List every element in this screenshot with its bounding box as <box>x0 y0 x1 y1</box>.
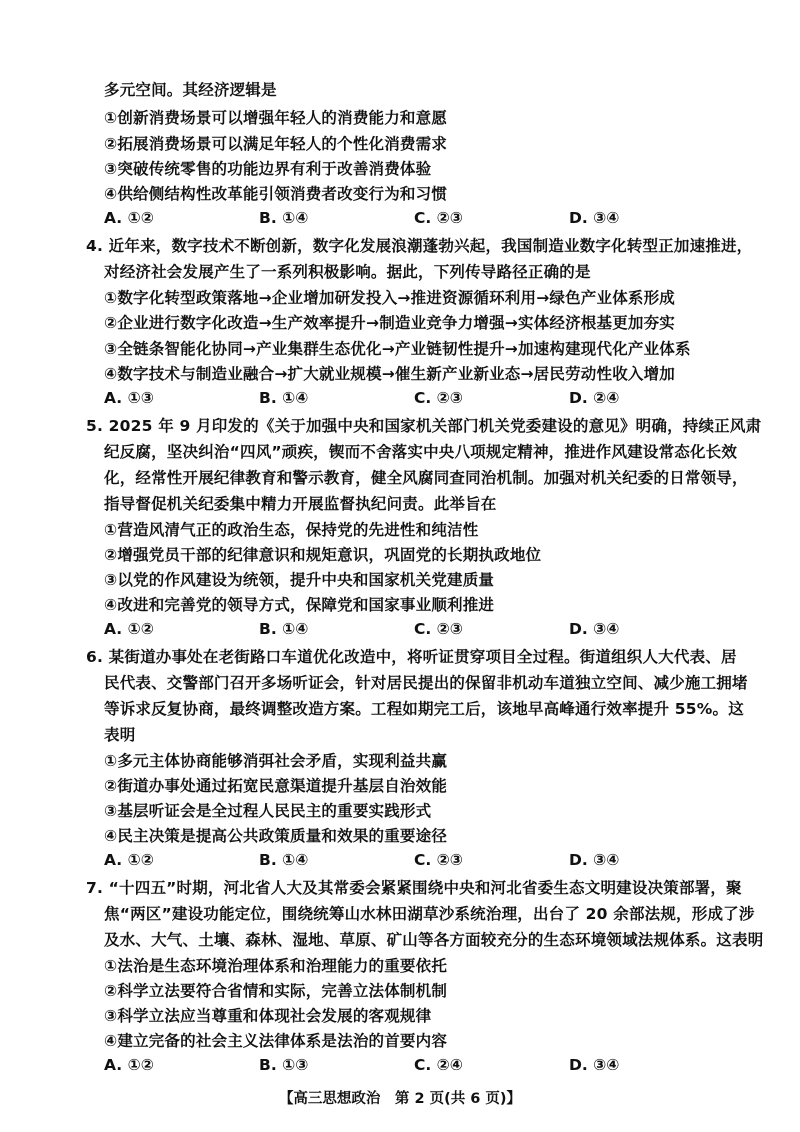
q7-option-2: ②科学立法要符合省情和实际，完善立法体制机制 <box>104 982 448 1000</box>
q5-option-2: ②增强党员干部的纪律意识和规矩意识，巩固党的长期执政地位 <box>104 546 542 564</box>
q6-option-4: ④民主决策是提高公共政策质量和效果的重要途径 <box>104 827 448 845</box>
q6-option-2: ②街道办事处通过拓宽民意渠道提升基层自治效能 <box>104 777 448 795</box>
q5-stem-2: 纪反腐，坚决纠治“四风”顽疾，锲而不舍落实中央八项规定精神，推进作风建设常态化长效 <box>104 443 738 461</box>
q6-stem-1: 6. 某街道办事处在老街路口车道优化改造中，将听证贯穿项目全过程。街道组织人大代表、居 <box>86 648 737 666</box>
q7-stem-2: 焦“两区”建设功能定位，围绕统筹山水林田湖草沙系统治理，出台了 20 余部法规，形成了涉 <box>104 905 755 923</box>
q3-choice-a: A. ①② <box>104 209 154 227</box>
q7-choice-d: D. ③④ <box>569 1056 620 1074</box>
q3-option-3: ③突破传统零售的功能边界有利于改善消费体验 <box>104 160 432 178</box>
q5-choice-a: A. ①② <box>104 620 154 638</box>
q7-choice-a: A. ①② <box>104 1056 154 1074</box>
q3-choice-c: C. ②③ <box>414 209 463 227</box>
q5-choice-c: C. ②③ <box>414 620 463 638</box>
q5-stem-1: 5. 2025 年 9 月印发的《关于加强中央和国家机关部门机关党委建设的意见》明确，持续正风肃 <box>86 417 762 435</box>
q4-choices <box>104 386 744 410</box>
q7-stem-3: 及水、大气、土壤、森林、湿地、草原、矿山等各方面较充分的生态环境领域法规体系。这表明 <box>104 931 764 949</box>
q3-option-2: ②拓展消费场景可以满足年轻人的个性化消费需求 <box>104 135 448 153</box>
q4-choice-a: A. ①③ <box>104 389 154 407</box>
q6-choice-a: A. ①② <box>104 851 154 869</box>
q7-option-1: ①法治是生态环境治理体系和治理能力的重要依托 <box>104 957 448 975</box>
q6-stem-2: 民代表、交警部门召开多场听证会，针对居民提出的保留非机动车道独立空间、减少施工拥堵 <box>104 674 748 692</box>
q6-option-1: ①多元主体协商能够消弭社会矛盾，实现利益共赢 <box>104 752 448 770</box>
q7-stem-1: 7. “十四五”时期，河北省人大及其常委会紧紧围绕中央和河北省委生态文明建设决策部署，聚 <box>86 879 742 897</box>
q7-choices <box>104 1053 744 1077</box>
q4-option-1: ①数字化转型政策落地→企业增加研发投入→推进资源循环利用→绿色产业体系形成 <box>104 289 675 307</box>
q6-choice-d: D. ③④ <box>569 851 620 869</box>
q6-choices <box>104 848 744 872</box>
q5-option-1: ①营造风清气正的政治生态，保持党的先进性和纯洁性 <box>104 521 479 539</box>
q4-option-2: ②企业进行数字化改造→生产效率提升→制造业竞争力增强→实体经济根基更加夯实 <box>104 314 675 332</box>
q6-choice-c: C. ②③ <box>414 851 463 869</box>
q4-option-4: ④数字技术与制造业融合→扩大就业规模→催生新产业新业态→居民劳动性收入增加 <box>104 365 675 383</box>
q5-choice-d: D. ③④ <box>569 620 620 638</box>
q4-stem-1: 4. 近年来，数字技术不断创新，数字化发展浪潮蓬勃兴起，我国制造业数字化转型正加速推进， <box>86 237 753 255</box>
q4-choice-d: D. ②④ <box>569 389 620 407</box>
q3-choices <box>104 206 744 230</box>
q5-stem-3: 化，经常性开展纪律教育和警示教育，健全风腐同查同治机制。加强对机关纪委的日常领导， <box>104 469 748 487</box>
q3-option-1: ①创新消费场景可以增强年轻人的消费能力和意愿 <box>104 109 448 127</box>
q5-choice-b: B. ①④ <box>259 620 309 638</box>
q4-option-3: ③全链条智能化协同→产业集群生态优化→产业链韧性提升→加速构建现代化产业体系 <box>104 340 691 358</box>
q4-choice-b: B. ①④ <box>259 389 309 407</box>
q7-option-3: ③科学立法应当尊重和体现社会发展的客观规律 <box>104 1007 432 1025</box>
q6-stem-4: 表明 <box>104 726 136 744</box>
q4-stem-2: 对经济社会发展产生了一系列积极影响。据此，下列传导路径正确的是 <box>104 263 591 281</box>
q5-choices <box>104 617 744 641</box>
q6-choice-b: B. ①④ <box>259 851 309 869</box>
q7-option-4: ④建立完备的社会主义法律体系是法治的首要内容 <box>104 1032 448 1050</box>
q5-option-3: ③以党的作风建设为统领，提升中央和国家机关党建质量 <box>104 571 495 589</box>
q5-stem-4: 指导督促机关纪委集中精力开展监督执纪问责。此举旨在 <box>104 495 497 513</box>
q7-choice-c: C. ②④ <box>414 1056 463 1074</box>
q5-option-4: ④改进和完善党的领导方式，保障党和国家事业顺利推进 <box>104 596 495 614</box>
page-footer: 【高三思想政治 第 2 页(共 6 页)】 <box>278 1091 522 1107</box>
q3-choice-d: D. ③④ <box>569 209 620 227</box>
q6-option-3: ③基层听证会是全过程人民民主的重要实践形式 <box>104 802 432 820</box>
q3-choice-b: B. ①④ <box>259 209 309 227</box>
q3-option-4: ④供给侧结构性改革能引领消费者改变行为和习惯 <box>104 185 448 203</box>
q3-stem-tail: 多元空间。其经济逻辑是 <box>104 81 277 99</box>
q6-stem-3: 等诉求反复协商，最终调整改造方案。工程如期完工后，该地早高峰通行效率提升 55%。这 <box>104 700 744 718</box>
q7-choice-b: B. ①③ <box>259 1056 309 1074</box>
q4-choice-c: C. ②③ <box>414 389 463 407</box>
